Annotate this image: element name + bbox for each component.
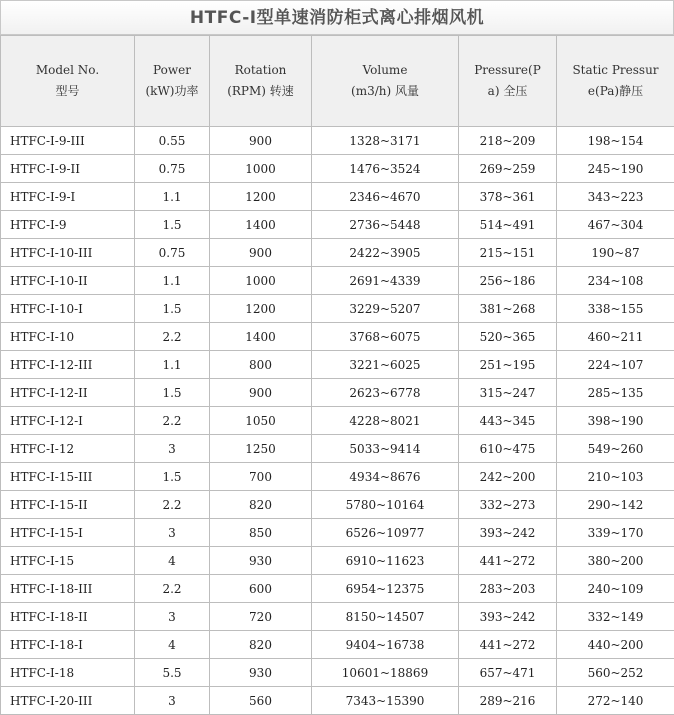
cell-model: HTFC-I-9 — [1, 211, 135, 239]
cell-model: HTFC-I-9-II — [1, 155, 135, 183]
cell-volume: 2422~3905 — [312, 239, 459, 267]
table-row — [1, 603, 674, 631]
cell-static-pressure: 560~252 — [557, 659, 674, 687]
cell-pressure: 215~151 — [459, 239, 557, 267]
cell-volume: 8150~14507 — [312, 603, 459, 631]
table-row — [1, 239, 674, 267]
cell-pressure: 378~361 — [459, 183, 557, 211]
cell-rotation: 800 — [210, 351, 312, 379]
cell-pressure: 283~203 — [459, 575, 557, 603]
cell-model: HTFC-I-10-III — [1, 239, 135, 267]
cell-model: HTFC-I-12-III — [1, 351, 135, 379]
cell-static-pressure: 338~155 — [557, 295, 674, 323]
cell-volume: 1328~3171 — [312, 127, 459, 155]
cell-volume: 2346~4670 — [312, 183, 459, 211]
table-row — [1, 575, 674, 603]
table-row — [1, 211, 674, 239]
cell-rotation: 720 — [210, 603, 312, 631]
cell-volume: 2736~5448 — [312, 211, 459, 239]
cell-volume: 3221~6025 — [312, 351, 459, 379]
cell-pressure: 315~247 — [459, 379, 557, 407]
table-row — [1, 127, 674, 155]
cell-rotation: 1400 — [210, 211, 312, 239]
cell-power: 3 — [135, 435, 210, 463]
cell-rotation: 820 — [210, 491, 312, 519]
cell-static-pressure: 290~142 — [557, 491, 674, 519]
spec-table — [0, 35, 674, 715]
header-model: Model No. 型号 — [1, 36, 135, 127]
cell-volume: 6954~12375 — [312, 575, 459, 603]
cell-volume: 5033~9414 — [312, 435, 459, 463]
cell-power: 1.1 — [135, 267, 210, 295]
cell-model: HTFC-I-10-II — [1, 267, 135, 295]
cell-power: 3 — [135, 687, 210, 715]
table-title: HTFC-I型单速消防柜式离心排烟风机 — [0, 0, 674, 35]
table-row — [1, 463, 674, 491]
cell-model: HTFC-I-12-II — [1, 379, 135, 407]
cell-rotation: 1050 — [210, 407, 312, 435]
cell-model: HTFC-I-9-I — [1, 183, 135, 211]
cell-pressure: 657~471 — [459, 659, 557, 687]
cell-model: HTFC-I-15-I — [1, 519, 135, 547]
cell-volume: 10601~18869 — [312, 659, 459, 687]
cell-static-pressure: 190~87 — [557, 239, 674, 267]
cell-power: 4 — [135, 631, 210, 659]
cell-pressure: 251~195 — [459, 351, 557, 379]
cell-static-pressure: 549~260 — [557, 435, 674, 463]
cell-rotation: 930 — [210, 547, 312, 575]
cell-rotation: 600 — [210, 575, 312, 603]
cell-static-pressure: 460~211 — [557, 323, 674, 351]
header-volume: Volume (m3/h) 风量 — [312, 36, 459, 127]
cell-rotation: 900 — [210, 239, 312, 267]
cell-pressure: 218~209 — [459, 127, 557, 155]
table-row — [1, 267, 674, 295]
cell-rotation: 1200 — [210, 183, 312, 211]
cell-volume: 3229~5207 — [312, 295, 459, 323]
table-row — [1, 379, 674, 407]
cell-pressure: 269~259 — [459, 155, 557, 183]
cell-volume: 1476~3524 — [312, 155, 459, 183]
cell-volume: 2691~4339 — [312, 267, 459, 295]
cell-volume: 4934~8676 — [312, 463, 459, 491]
cell-rotation: 900 — [210, 379, 312, 407]
cell-pressure: 441~272 — [459, 547, 557, 575]
cell-rotation: 1200 — [210, 295, 312, 323]
cell-model: HTFC-I-18-II — [1, 603, 135, 631]
cell-static-pressure: 272~140 — [557, 687, 674, 715]
cell-pressure: 610~475 — [459, 435, 557, 463]
cell-model: HTFC-I-12-I — [1, 407, 135, 435]
cell-power: 1.5 — [135, 379, 210, 407]
header-pressure: Pressure(P a) 全压 — [459, 36, 557, 127]
table-row — [1, 407, 674, 435]
cell-model: HTFC-I-10 — [1, 323, 135, 351]
table-row — [1, 295, 674, 323]
cell-power: 0.55 — [135, 127, 210, 155]
cell-model: HTFC-I-18-III — [1, 575, 135, 603]
cell-model: HTFC-I-15-III — [1, 463, 135, 491]
cell-volume: 6910~11623 — [312, 547, 459, 575]
cell-model: HTFC-I-12 — [1, 435, 135, 463]
cell-power: 1.5 — [135, 211, 210, 239]
cell-rotation: 820 — [210, 631, 312, 659]
cell-power: 2.2 — [135, 323, 210, 351]
cell-static-pressure: 343~223 — [557, 183, 674, 211]
cell-rotation: 1400 — [210, 323, 312, 351]
cell-rotation: 1000 — [210, 267, 312, 295]
cell-static-pressure: 332~149 — [557, 603, 674, 631]
table-row — [1, 491, 674, 519]
cell-power: 2.2 — [135, 407, 210, 435]
table-row — [1, 155, 674, 183]
cell-static-pressure: 234~108 — [557, 267, 674, 295]
cell-rotation: 1250 — [210, 435, 312, 463]
cell-rotation: 1000 — [210, 155, 312, 183]
header-rotation: Rotation (RPM) 转速 — [210, 36, 312, 127]
table-row — [1, 323, 674, 351]
cell-static-pressure: 398~190 — [557, 407, 674, 435]
cell-volume: 2623~6778 — [312, 379, 459, 407]
cell-pressure: 393~242 — [459, 603, 557, 631]
cell-power: 0.75 — [135, 155, 210, 183]
table-row — [1, 351, 674, 379]
cell-model: HTFC-I-18 — [1, 659, 135, 687]
cell-power: 1.1 — [135, 183, 210, 211]
cell-power: 1.1 — [135, 351, 210, 379]
table-row — [1, 519, 674, 547]
cell-pressure: 393~242 — [459, 519, 557, 547]
cell-model: HTFC-I-15-II — [1, 491, 135, 519]
cell-model: HTFC-I-20-III — [1, 687, 135, 715]
cell-model: HTFC-I-10-I — [1, 295, 135, 323]
table-row — [1, 435, 674, 463]
cell-pressure: 242~200 — [459, 463, 557, 491]
cell-pressure: 256~186 — [459, 267, 557, 295]
cell-pressure: 441~272 — [459, 631, 557, 659]
cell-volume: 6526~10977 — [312, 519, 459, 547]
cell-pressure: 520~365 — [459, 323, 557, 351]
table-row — [1, 631, 674, 659]
header-power: Power (kW)功率 — [135, 36, 210, 127]
cell-volume: 9404~16738 — [312, 631, 459, 659]
cell-power: 2.2 — [135, 575, 210, 603]
cell-pressure: 289~216 — [459, 687, 557, 715]
table-row — [1, 547, 674, 575]
cell-model: HTFC-I-9-III — [1, 127, 135, 155]
cell-power: 1.5 — [135, 295, 210, 323]
cell-static-pressure: 198~154 — [557, 127, 674, 155]
cell-static-pressure: 224~107 — [557, 351, 674, 379]
cell-model: HTFC-I-18-I — [1, 631, 135, 659]
cell-static-pressure: 285~135 — [557, 379, 674, 407]
cell-volume: 7343~15390 — [312, 687, 459, 715]
table-row — [1, 687, 674, 715]
cell-rotation: 850 — [210, 519, 312, 547]
cell-pressure: 332~273 — [459, 491, 557, 519]
cell-power: 3 — [135, 603, 210, 631]
cell-static-pressure: 440~200 — [557, 631, 674, 659]
cell-volume: 3768~6075 — [312, 323, 459, 351]
table-row — [1, 659, 674, 687]
cell-static-pressure: 467~304 — [557, 211, 674, 239]
cell-rotation: 930 — [210, 659, 312, 687]
cell-pressure: 514~491 — [459, 211, 557, 239]
cell-rotation: 900 — [210, 127, 312, 155]
cell-power: 4 — [135, 547, 210, 575]
cell-static-pressure: 380~200 — [557, 547, 674, 575]
table-row — [1, 183, 674, 211]
cell-model: HTFC-I-15 — [1, 547, 135, 575]
cell-rotation: 560 — [210, 687, 312, 715]
cell-power: 5.5 — [135, 659, 210, 687]
cell-power: 2.2 — [135, 491, 210, 519]
cell-rotation: 700 — [210, 463, 312, 491]
cell-static-pressure: 210~103 — [557, 463, 674, 491]
cell-static-pressure: 245~190 — [557, 155, 674, 183]
cell-power: 3 — [135, 519, 210, 547]
cell-static-pressure: 339~170 — [557, 519, 674, 547]
cell-power: 0.75 — [135, 239, 210, 267]
header-static-pressure: Static Pressur e(Pa)静压 — [557, 36, 674, 127]
cell-volume: 5780~10164 — [312, 491, 459, 519]
cell-volume: 4228~8021 — [312, 407, 459, 435]
cell-pressure: 443~345 — [459, 407, 557, 435]
cell-static-pressure: 240~109 — [557, 575, 674, 603]
cell-pressure: 381~268 — [459, 295, 557, 323]
header-row — [1, 36, 674, 127]
cell-power: 1.5 — [135, 463, 210, 491]
